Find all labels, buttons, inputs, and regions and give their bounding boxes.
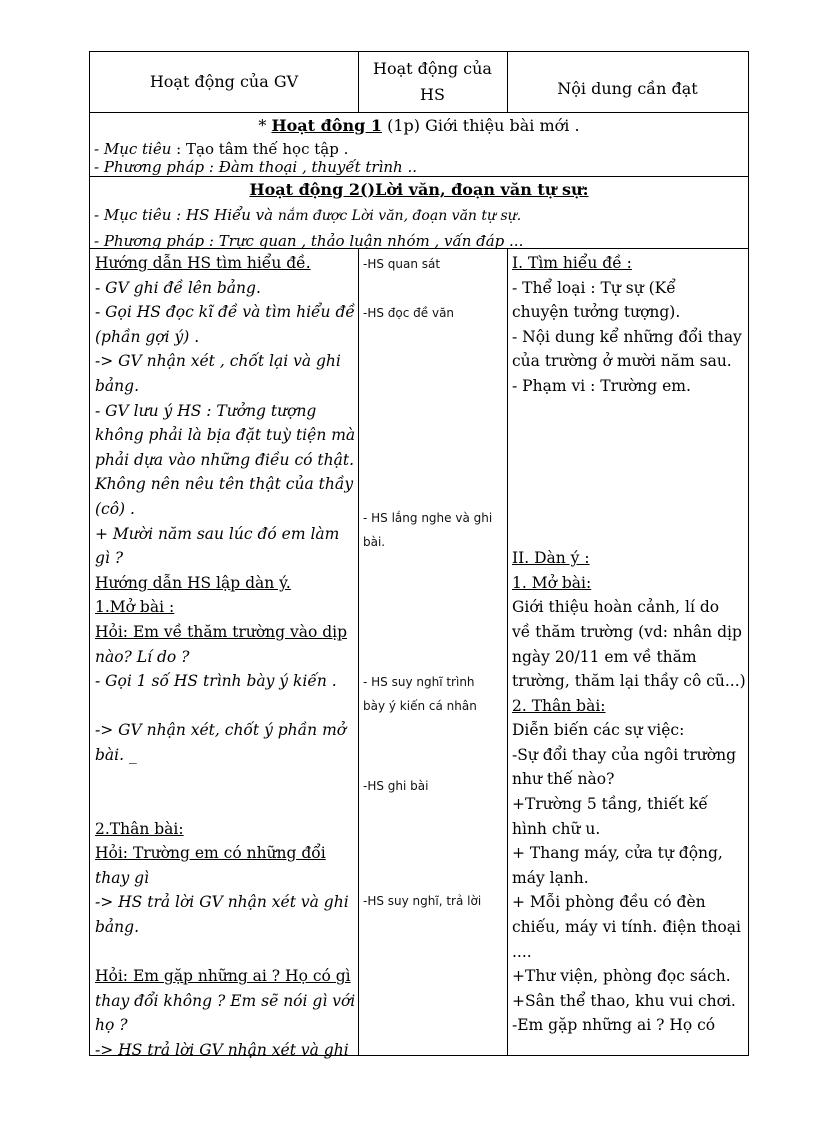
header-gv: Hoạt động của GV bbox=[149, 72, 299, 91]
text-line: .... bbox=[512, 942, 532, 961]
activity1-heading: Hoạt đông 1 bbox=[271, 116, 382, 135]
text-line bbox=[512, 522, 744, 547]
text-line: 1. Mở bài: bbox=[512, 573, 592, 592]
text-line: Hướng dẫn HS tìm hiểu đề. bbox=[95, 254, 311, 272]
header-hs-line1: Hoạt động của bbox=[373, 59, 492, 78]
hs-note: bày ý kiến cá nhân bbox=[363, 699, 477, 713]
header-content: Nội dung cần đạt bbox=[557, 79, 698, 98]
text-line: (cô) . bbox=[95, 499, 135, 518]
text-line: của trường ở mười năm sau. bbox=[512, 352, 732, 371]
text-line: -> GV nhận xét , chốt lại và ghi bbox=[95, 352, 341, 371]
text-line: bài. _ bbox=[95, 745, 137, 764]
hs-note: -HS ghi bài bbox=[363, 779, 429, 793]
row-divider bbox=[90, 176, 748, 177]
text-line: - Nội dung kể những đổi thay bbox=[512, 327, 742, 346]
text-line: Giới thiệu hoàn cảnh, lí do bbox=[512, 598, 720, 617]
text-line: gì ? bbox=[95, 549, 124, 568]
lesson-plan-table bbox=[89, 51, 749, 1059]
text-line: -Sự đổi thay của ngôi trường bbox=[512, 745, 737, 764]
text-line bbox=[512, 448, 744, 473]
hs-note: -HS suy nghĩ, trả lời bbox=[363, 894, 482, 908]
text-line: về thăm trường (vd: nhân dịp bbox=[512, 622, 742, 641]
activity1-star: * bbox=[258, 116, 267, 135]
text-line bbox=[95, 940, 353, 965]
activity1-goal-label: - Mục tiêu bbox=[94, 140, 172, 158]
activity1-title bbox=[90, 116, 748, 135]
row-divider bbox=[90, 112, 748, 113]
text-line: Hỏi: Em gặp những ai ? Họ có gì bbox=[95, 967, 351, 986]
hs-note: - HS suy nghĩ trình bbox=[363, 675, 475, 689]
text-line: họ ? bbox=[95, 1016, 128, 1035]
activity2-goal-text-b: nắm được Lời văn, đoạn văn tự sự. bbox=[277, 208, 522, 224]
hs-note: - HS lắng nghe và ghi bbox=[363, 511, 493, 525]
text-line bbox=[95, 767, 353, 792]
text-line: +Thư viện, phòng đọc sách. bbox=[512, 967, 731, 986]
activity2-title: Hoạt động 2()Lời văn, đoạn văn tự sự: bbox=[249, 180, 589, 199]
text-line: Diễn biến các sự việc: bbox=[512, 721, 685, 740]
text-line: + Mỗi phòng đều có đèn bbox=[512, 893, 706, 912]
text-line: Hướng dẫn HS lập dàn ý. bbox=[95, 573, 291, 592]
text-line: không phải là bịa đặt tuỳ tiện mà bbox=[95, 426, 356, 445]
text-line: - Gọi HS đọc kĩ đề và tìm hiểu đề bbox=[95, 303, 355, 322]
text-line: 2.Thân bài: bbox=[95, 819, 184, 838]
text-line: 1.Mở bài : bbox=[95, 598, 175, 617]
text-line bbox=[512, 399, 744, 424]
text-line: ngày 20/11 em về thăm bbox=[512, 647, 697, 666]
text-line: nào? Lí do ? bbox=[95, 647, 190, 666]
activity1-goal bbox=[94, 140, 348, 158]
text-line: II. Dàn ý : bbox=[512, 549, 590, 568]
activity2-method: - Phương pháp : Trực quan , thảo luận nhóm , vấn đáp ... bbox=[94, 232, 524, 248]
content-column bbox=[512, 251, 744, 1038]
activity1-goal-text: : Tạo tâm thế học tập . bbox=[176, 140, 349, 158]
text-line: -> HS trả lời GV nhận xét và ghi bbox=[95, 893, 349, 912]
text-line: +Sân thể thao, khu vui chơi. bbox=[512, 991, 736, 1010]
text-line: Không nên nêu tên thật của thầy bbox=[95, 475, 354, 494]
text-line: - GV lưu ý HS : Tưởng tượng bbox=[95, 401, 317, 420]
text-line: chuyện tưởng tượng). bbox=[512, 303, 681, 322]
text-line: - Phạm vi : Trường em. bbox=[512, 376, 691, 395]
header-hs bbox=[358, 56, 507, 108]
text-line: -> HS trả lời GV nhận xét và ghi bbox=[95, 1041, 349, 1059]
activity1-rest: (1p) Giới thiệu bài mới . bbox=[387, 116, 580, 135]
column-divider bbox=[358, 248, 359, 1056]
text-line: chiếu, máy vi tính. điện thoại bbox=[512, 918, 741, 937]
activity2-goal bbox=[94, 206, 521, 224]
column-divider bbox=[507, 248, 508, 1056]
text-line: -Em gặp những ai ? Họ có bbox=[512, 1016, 716, 1035]
text-line bbox=[512, 472, 744, 497]
hs-note: bài. bbox=[363, 535, 386, 549]
text-line: 2. Thân bài: bbox=[512, 696, 606, 715]
text-line: thay gì bbox=[95, 868, 150, 887]
text-line: +Trường 5 tầng, thiết kế bbox=[512, 795, 708, 814]
hs-note: -HS đọc đề văn bbox=[363, 306, 455, 320]
text-line: -> GV nhận xét, chốt ý phần mở bbox=[95, 721, 347, 740]
text-line: I. Tìm hiểu đề : bbox=[512, 254, 632, 272]
text-line bbox=[95, 694, 353, 719]
text-line: - Thể loại : Tự sự (Kể bbox=[512, 278, 676, 297]
text-line: trường, thăm lại thầy cô cũ...) bbox=[512, 672, 746, 691]
text-line: bảng. bbox=[95, 376, 139, 395]
header-hs-line2: HS bbox=[420, 85, 445, 104]
text-line: hình chữ u. bbox=[512, 819, 601, 838]
text-line: phải dựa vào những điều có thật. bbox=[95, 450, 355, 469]
text-line: như thế nào? bbox=[512, 770, 615, 789]
text-line: - GV ghi đề lên bảng. bbox=[95, 278, 261, 297]
text-line bbox=[512, 423, 744, 448]
text-line: + Mười năm sau lúc đó em làm bbox=[95, 524, 340, 543]
row-divider bbox=[90, 248, 748, 249]
text-line: bảng. bbox=[95, 918, 139, 937]
gv-column bbox=[95, 251, 356, 1063]
hs-note: -HS quan sát bbox=[363, 257, 441, 271]
text-line: + Thang máy, cửa tự động, bbox=[512, 844, 723, 863]
text-line: máy lạnh. bbox=[512, 868, 589, 887]
text-line bbox=[512, 497, 744, 522]
activity2-goal-text-a: : HS Hiểu và bbox=[176, 206, 274, 224]
text-line: Hỏi: Em về thăm trường vào dịp bbox=[95, 622, 348, 641]
activity1-method: - Phương pháp : Đàm thoại , thuyết trình .. bbox=[94, 158, 417, 175]
activity2-goal-label: - Mục tiêu bbox=[94, 206, 172, 224]
text-line: thay đổi không ? Em sẽ nói gì với bbox=[95, 991, 356, 1010]
text-line: - Gọi 1 số HS trình bày ý kiến . bbox=[95, 672, 337, 691]
text-line bbox=[95, 792, 353, 817]
text-line: Hỏi: Trường em có những đổi bbox=[95, 844, 326, 863]
text-line: (phần gợi ý) . bbox=[95, 327, 200, 346]
